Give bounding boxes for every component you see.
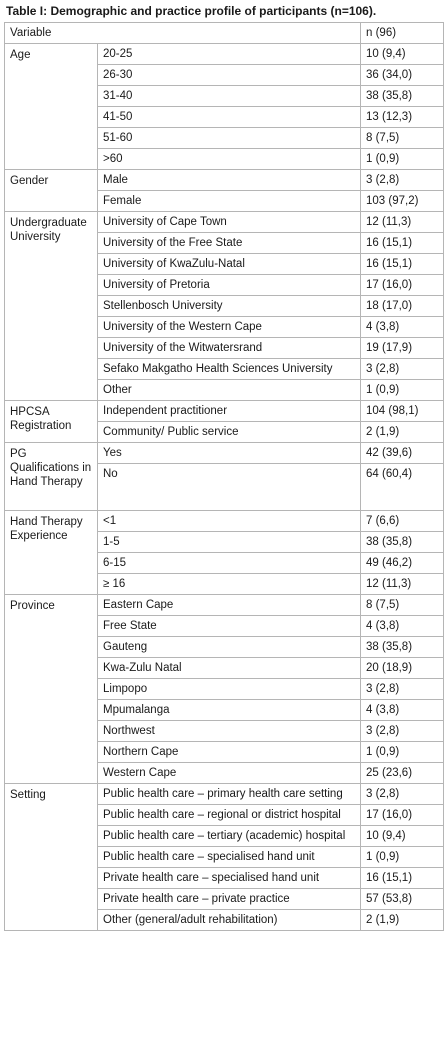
category-cell: Kwa-Zulu Natal	[98, 658, 361, 679]
header-row	[5, 23, 444, 44]
value-cell: 4 (3,8)	[361, 317, 444, 338]
category-cell: Eastern Cape	[98, 595, 361, 616]
header-variable: Variable	[5, 23, 361, 44]
value-cell: 8 (7,5)	[361, 595, 444, 616]
category-cell: Sefako Makgatho Health Sciences University	[98, 359, 361, 380]
value-cell: 10 (9,4)	[361, 826, 444, 847]
category-cell: 51-60	[98, 128, 361, 149]
category-cell: University of Cape Town	[98, 212, 361, 233]
value-cell: 1 (0,9)	[361, 380, 444, 401]
value-cell: 3 (2,8)	[361, 784, 444, 805]
table-row	[5, 44, 444, 65]
demographic-table	[4, 22, 444, 931]
category-cell: No	[98, 464, 361, 511]
category-cell: Public health care – regional or district hospital	[98, 805, 361, 826]
category-cell: Gauteng	[98, 637, 361, 658]
table-caption: Table I: Demographic and practice profile of participants (n=106).	[6, 4, 377, 18]
category-cell: Private health care – private practice	[98, 889, 361, 910]
category-cell: 1-5	[98, 532, 361, 553]
value-cell: 17 (16,0)	[361, 805, 444, 826]
value-cell: 16 (15,1)	[361, 254, 444, 275]
value-cell: 10 (9,4)	[361, 44, 444, 65]
category-cell: Community/ Public service	[98, 422, 361, 443]
value-cell: 2 (1,9)	[361, 422, 444, 443]
category-cell: Western Cape	[98, 763, 361, 784]
value-cell: 1 (0,9)	[361, 847, 444, 868]
value-cell: 1 (0,9)	[361, 742, 444, 763]
value-cell: 4 (3,8)	[361, 700, 444, 721]
category-cell: University of the Free State	[98, 233, 361, 254]
category-cell: University of the Witwatersrand	[98, 338, 361, 359]
table-row	[5, 401, 444, 422]
variable-label: Age	[5, 44, 98, 170]
value-cell: 13 (12,3)	[361, 107, 444, 128]
category-cell: ≥ 16	[98, 574, 361, 595]
value-cell: 16 (15,1)	[361, 868, 444, 889]
value-cell: 20 (18,9)	[361, 658, 444, 679]
value-cell: 2 (1,9)	[361, 910, 444, 931]
category-cell: Mpumalanga	[98, 700, 361, 721]
category-cell: <1	[98, 511, 361, 532]
category-cell: Private health care – specialised hand unit	[98, 868, 361, 889]
category-cell: Stellenbosch University	[98, 296, 361, 317]
category-cell: Northern Cape	[98, 742, 361, 763]
variable-label: Hand Therapy Experience	[5, 511, 98, 595]
table-row	[5, 784, 444, 805]
value-cell: 42 (39,6)	[361, 443, 444, 464]
category-cell: Independent practitioner	[98, 401, 361, 422]
category-cell: 20-25	[98, 44, 361, 65]
value-cell: 3 (2,8)	[361, 679, 444, 700]
variable-label: Setting	[5, 784, 98, 931]
table-row	[5, 443, 444, 464]
value-cell: 3 (2,8)	[361, 359, 444, 380]
category-cell: Free State	[98, 616, 361, 637]
value-cell: 18 (17,0)	[361, 296, 444, 317]
header-n: n (96)	[361, 23, 444, 44]
category-cell: Male	[98, 170, 361, 191]
table-row	[5, 212, 444, 233]
value-cell: 57 (53,8)	[361, 889, 444, 910]
variable-label: PG Qualifications in Hand Therapy	[5, 443, 98, 511]
category-cell: Public health care – specialised hand unit	[98, 847, 361, 868]
table-row	[5, 511, 444, 532]
value-cell: 19 (17,9)	[361, 338, 444, 359]
value-cell: 16 (15,1)	[361, 233, 444, 254]
category-cell: University of the Western Cape	[98, 317, 361, 338]
category-cell: 26-30	[98, 65, 361, 86]
value-cell: 49 (46,2)	[361, 553, 444, 574]
value-cell: 38 (35,8)	[361, 86, 444, 107]
value-cell: 8 (7,5)	[361, 128, 444, 149]
category-cell: University of KwaZulu-Natal	[98, 254, 361, 275]
category-cell: Public health care – tertiary (academic) hospital	[98, 826, 361, 847]
value-cell: 36 (34,0)	[361, 65, 444, 86]
table-row	[5, 595, 444, 616]
value-cell: 12 (11,3)	[361, 574, 444, 595]
category-cell: Northwest	[98, 721, 361, 742]
category-cell: University of Pretoria	[98, 275, 361, 296]
value-cell: 7 (6,6)	[361, 511, 444, 532]
category-cell: >60	[98, 149, 361, 170]
category-cell: 31-40	[98, 86, 361, 107]
category-cell: Other	[98, 380, 361, 401]
value-cell: 104 (98,1)	[361, 401, 444, 422]
category-cell: 41-50	[98, 107, 361, 128]
value-cell: 12 (11,3)	[361, 212, 444, 233]
variable-label: Undergraduate University	[5, 212, 98, 401]
table-body	[5, 23, 444, 931]
category-cell: 6-15	[98, 553, 361, 574]
value-cell: 3 (2,8)	[361, 170, 444, 191]
value-cell: 38 (35,8)	[361, 532, 444, 553]
category-cell: Limpopo	[98, 679, 361, 700]
value-cell: 103 (97,2)	[361, 191, 444, 212]
value-cell: 17 (16,0)	[361, 275, 444, 296]
value-cell: 4 (3,8)	[361, 616, 444, 637]
value-cell: 25 (23,6)	[361, 763, 444, 784]
category-cell: Yes	[98, 443, 361, 464]
category-cell: Public health care – primary health care setting	[98, 784, 361, 805]
variable-label: Gender	[5, 170, 98, 212]
category-cell: Female	[98, 191, 361, 212]
value-cell: 64 (60,4)	[361, 464, 444, 511]
variable-label: HPCSA Registration	[5, 401, 98, 443]
category-cell: Other (general/adult rehabilitation)	[98, 910, 361, 931]
variable-label: Province	[5, 595, 98, 784]
value-cell: 38 (35,8)	[361, 637, 444, 658]
value-cell: 3 (2,8)	[361, 721, 444, 742]
value-cell: 1 (0,9)	[361, 149, 444, 170]
table-row	[5, 170, 444, 191]
